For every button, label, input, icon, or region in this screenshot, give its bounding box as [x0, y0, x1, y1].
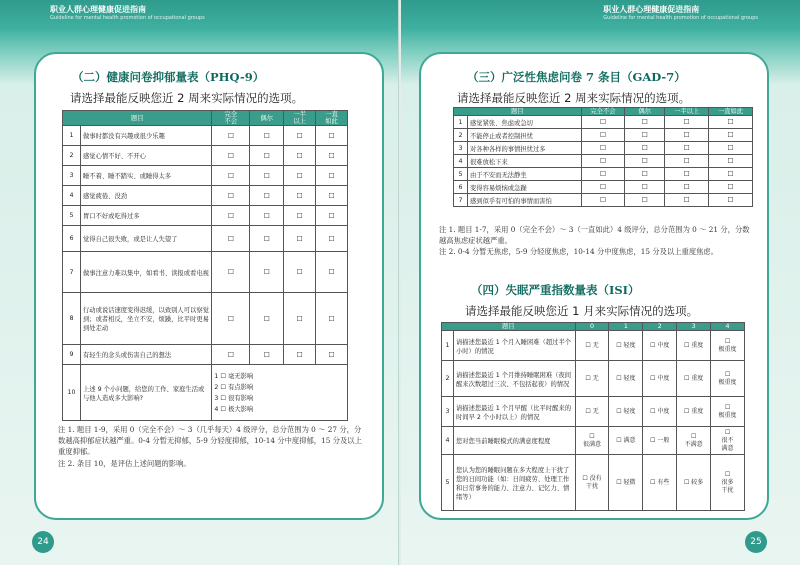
left-page	[0, 0, 399, 565]
answer-checkbox[interactable]: ☐	[212, 226, 250, 252]
gad7-title: （三）广泛性焦虑问卷 7 条目（GAD-7）	[467, 70, 686, 84]
answer-checkbox[interactable]: ☐	[284, 146, 316, 166]
answer-option[interactable]: ☐ 重度	[677, 397, 711, 427]
item-number: 8	[63, 293, 81, 345]
gad7-instruction: 请选择最能反映您近 2 周来实际情况的选项。	[457, 91, 691, 105]
header-title: 职业人群心理健康促进指南	[50, 5, 146, 14]
table-row	[442, 397, 745, 427]
answer-checkbox[interactable]: ☐	[581, 181, 625, 194]
item-number: 9	[63, 345, 81, 365]
item-text: 变得容易烦恼或急躁	[467, 181, 581, 194]
table-row	[454, 168, 753, 181]
answer-checkbox[interactable]: ☐	[250, 226, 284, 252]
table-row	[454, 155, 753, 168]
answer-checkbox[interactable]: ☐	[316, 146, 348, 166]
table-row	[454, 129, 753, 142]
answer-checkbox[interactable]: ☐	[284, 126, 316, 146]
item-number: 1	[63, 126, 81, 146]
answer-checkbox[interactable]: ☐	[212, 126, 250, 146]
answer-checkbox[interactable]: ☐	[665, 142, 709, 155]
item-number: 1	[454, 116, 468, 129]
phq9-title: （二）健康问卷抑郁量表（PHQ-9）	[72, 70, 265, 84]
answer-checkbox[interactable]: ☐	[212, 166, 250, 186]
item-number: 4	[63, 186, 81, 206]
answer-checkbox[interactable]: ☐	[581, 168, 625, 181]
answer-checkbox[interactable]: ☐	[665, 194, 709, 207]
item-text: 您对您当前睡眠模式的满意度程度	[453, 427, 575, 455]
answer-checkbox[interactable]: ☐	[665, 129, 709, 142]
table-row	[63, 126, 348, 146]
answer-checkbox[interactable]: ☐	[665, 116, 709, 129]
column-header: 一半以上	[665, 108, 709, 116]
table-row	[63, 166, 348, 186]
answer-option[interactable]: ☐ 轻度	[609, 397, 643, 427]
column-header: 一直如此	[709, 108, 753, 116]
column-header: 题目	[63, 111, 212, 126]
left-card	[34, 52, 384, 520]
column-header: 完全 不会	[212, 111, 250, 126]
table-row	[63, 252, 348, 293]
item-text: 您认为您的睡眠问题在多大程度上干扰了您的日间功能（如：日间疲劳、处理工作和日常事务的能力、注意力、记忆力、情绪等）	[453, 455, 575, 511]
answer-checkbox[interactable]: ☐	[284, 166, 316, 186]
answer-checkbox[interactable]: ☐	[581, 155, 625, 168]
answer-checkbox[interactable]: ☐	[316, 293, 348, 345]
item-text: 做事时都没有兴趣或很少乐趣	[80, 126, 211, 146]
table-row	[454, 116, 753, 129]
answer-option[interactable]: ☐ 极重度	[711, 397, 745, 427]
column-header: 1	[609, 323, 643, 331]
answer-option[interactable]: ☐ 满意	[609, 427, 643, 455]
page-number: 24	[32, 531, 54, 553]
answer-checkbox[interactable]: ☐	[316, 126, 348, 146]
answer-checkbox[interactable]: ☐	[625, 168, 665, 181]
item-number: 2	[442, 361, 454, 397]
answer-checkbox[interactable]: ☐	[665, 181, 709, 194]
item-text: 感觉心情不好、不开心	[80, 146, 211, 166]
item-text: 很难放松下来	[467, 155, 581, 168]
table-row	[63, 365, 348, 421]
item-text: 睡不着、睡不踏实、或睡得太多	[80, 166, 211, 186]
item-number: 10	[63, 365, 81, 421]
answer-option[interactable]: ☐ 没有 干扰	[575, 455, 609, 511]
answer-checkbox[interactable]: ☐	[709, 181, 753, 194]
answer-checkbox[interactable]: ☐	[250, 206, 284, 226]
item-text: 胃口不好或吃得过多	[80, 206, 211, 226]
table-row	[454, 181, 753, 194]
answer-checkbox[interactable]: ☐	[212, 186, 250, 206]
item-number: 5	[442, 455, 454, 511]
item-number: 7	[454, 194, 468, 207]
answer-checkbox[interactable]: ☐	[709, 129, 753, 142]
answer-checkbox[interactable]: ☐	[212, 252, 250, 293]
item-text: 由于不安而无法静坐	[467, 168, 581, 181]
gad-note-1: 注 1. 题目 1-7，采用 0（完全不会）～ 3（一直如此）4 级评分，总分范围为 0 ～ 21 分，分数越高焦虑症状越严重。	[439, 225, 750, 246]
item-text: 有轻生的念头或伤害自己的想法	[80, 345, 211, 365]
answer-checkbox[interactable]: ☐	[284, 206, 316, 226]
phq9-table	[62, 110, 348, 421]
answer-checkbox[interactable]: ☐	[316, 252, 348, 293]
gad7-notes	[439, 224, 755, 258]
item-text: 请描述您最近 1 个月维持睡眠困难（夜间醒来次数超过三次、不包括起夜）的情况	[453, 361, 575, 397]
column-header: 一直 如此	[316, 111, 348, 126]
gad-note-2: 注 2. 0-4 分暂无焦虑，5-9 分轻度焦虑，10-14 分中度焦虑，15 分及以上重度焦虑。	[439, 247, 719, 257]
item-text: 感到似乎有可怕的事情而害怕	[467, 194, 581, 207]
right-header	[603, 5, 758, 23]
column-header: 题目	[442, 323, 576, 331]
answer-option[interactable]: ☐ 中度	[643, 361, 677, 397]
item-text: 觉得自己很失败，或是让人失望了	[80, 226, 211, 252]
answer-checkbox[interactable]: ☐	[625, 155, 665, 168]
item-number: 6	[63, 226, 81, 252]
answer-checkbox[interactable]: ☐	[316, 226, 348, 252]
answer-checkbox[interactable]: ☐	[316, 206, 348, 226]
item-text: 对各种各样的事情担忧过多	[467, 142, 581, 155]
answer-option[interactable]: ☐ 轻度	[609, 331, 643, 361]
answer-checkbox[interactable]: ☐	[284, 293, 316, 345]
item-text: 行动或说话速度变得迟缓，以致别人可以察觉到；或者相反，坐立不安，烦躁，比平时更易到处走动	[80, 293, 211, 345]
impact-option[interactable]: 2 ☐ 有点影响	[214, 383, 254, 391]
item-number: 2	[454, 129, 468, 142]
answer-checkbox[interactable]: ☐	[709, 168, 753, 181]
answer-checkbox[interactable]: ☐	[250, 345, 284, 365]
answer-option[interactable]: ☐ 较多	[677, 455, 711, 511]
answer-checkbox[interactable]: ☐	[284, 186, 316, 206]
answer-checkbox[interactable]: ☐	[284, 226, 316, 252]
right-card	[419, 52, 769, 520]
answer-option[interactable]: ☐ 无	[575, 397, 609, 427]
column-header: 完全不会	[581, 108, 625, 116]
answer-option[interactable]: ☐ 无	[575, 331, 609, 361]
note-2: 注 2. 条目 10，是评估上述问题的影响。	[58, 458, 191, 468]
header-title: 职业人群心理健康促进指南	[603, 5, 700, 14]
item-number: 7	[63, 252, 81, 293]
item-text: 感觉紧张、焦虑或急切	[467, 116, 581, 129]
column-header: 偶尔	[250, 111, 284, 126]
right-page	[401, 0, 800, 565]
impact-option[interactable]: 1 ☐ 毫无影响	[214, 372, 254, 380]
answer-option[interactable]: ☐ 轻微	[609, 455, 643, 511]
isi-table	[441, 322, 745, 511]
answer-checkbox[interactable]: ☐	[625, 129, 665, 142]
answer-checkbox[interactable]: ☐	[581, 116, 625, 129]
answer-checkbox[interactable]: ☐	[581, 129, 625, 142]
table-row	[63, 226, 348, 252]
answer-checkbox[interactable]: ☐	[316, 166, 348, 186]
item-text: 感觉疲倦、没劲	[80, 186, 211, 206]
table-row	[442, 361, 745, 397]
answer-checkbox[interactable]: ☐	[709, 155, 753, 168]
header-subtitle: Guideline for mental health promotion of occupational groups	[603, 15, 758, 21]
isi-title: （四）失眠严重指数量表（ISI）	[471, 283, 640, 297]
answer-checkbox[interactable]: ☐	[250, 166, 284, 186]
answer-option[interactable]: ☐ 中度	[643, 331, 677, 361]
answer-option[interactable]: ☐ 轻度	[609, 361, 643, 397]
item-number: 3	[63, 166, 81, 186]
answer-option[interactable]: ☐ 极重度	[711, 331, 745, 361]
answer-checkbox[interactable]: ☐	[709, 194, 753, 207]
answer-checkbox[interactable]: ☐	[250, 126, 284, 146]
answer-checkbox[interactable]: ☐	[625, 181, 665, 194]
answer-option[interactable]: ☐ 有些	[643, 455, 677, 511]
answer-checkbox[interactable]: ☐	[212, 293, 250, 345]
answer-checkbox[interactable]: ☐	[212, 146, 250, 166]
answer-checkbox[interactable]: ☐	[284, 252, 316, 293]
answer-checkbox[interactable]: ☐	[250, 186, 284, 206]
answer-checkbox[interactable]: ☐	[665, 155, 709, 168]
item-text: 请描述您最近 1 个月早醒（比平时醒来的时间早 2 个小时以上）的情况	[453, 397, 575, 427]
table-row	[63, 293, 348, 345]
page-number: 25	[745, 531, 767, 553]
answer-option[interactable]: ☐ 很满意	[575, 427, 609, 455]
column-header: 4	[711, 323, 745, 331]
answer-checkbox[interactable]: ☐	[625, 142, 665, 155]
left-header	[50, 5, 205, 23]
item-number: 1	[442, 331, 454, 361]
column-header: 偶尔	[625, 108, 665, 116]
table-row	[442, 331, 745, 361]
answer-checkbox[interactable]: ☐	[625, 116, 665, 129]
header-subtitle: Guideline for mental health promotion of occupational groups	[50, 15, 205, 21]
answer-option[interactable]: ☐ 重度	[677, 331, 711, 361]
phq9-notes	[58, 424, 368, 469]
item-number: 5	[63, 206, 81, 226]
answer-option[interactable]: ☐ 不满意	[677, 427, 711, 455]
answer-checkbox[interactable]: ☐	[665, 168, 709, 181]
answer-option[interactable]: ☐ 一般	[643, 427, 677, 455]
answer-option[interactable]: ☐ 很多 干扰	[711, 455, 745, 511]
item-number: 2	[63, 146, 81, 166]
answer-checkbox[interactable]: ☐	[250, 252, 284, 293]
item-number: 4	[454, 155, 468, 168]
table-row	[454, 194, 753, 207]
table-row	[63, 206, 348, 226]
table-row	[63, 345, 348, 365]
answer-option[interactable]: ☐ 很不 满意	[711, 427, 745, 455]
answer-checkbox[interactable]: ☐	[212, 206, 250, 226]
answer-option[interactable]: ☐ 重度	[677, 361, 711, 397]
answer-checkbox[interactable]: ☐	[316, 186, 348, 206]
table-row	[454, 142, 753, 155]
item-number: 3	[454, 142, 468, 155]
column-header: 题目	[454, 108, 582, 116]
answer-checkbox[interactable]: ☐	[581, 142, 625, 155]
answer-checkbox[interactable]: ☐	[316, 345, 348, 365]
table-row	[63, 146, 348, 166]
gad7-table	[453, 107, 753, 207]
answer-option[interactable]: ☐ 无	[575, 361, 609, 397]
table-row	[442, 427, 745, 455]
item-text: 请描述您最近 1 个月入睡困难（超过半个小时）的情况	[453, 331, 575, 361]
answer-checkbox[interactable]: ☐	[581, 194, 625, 207]
table-row	[63, 186, 348, 206]
item-number: 3	[442, 397, 454, 427]
answer-option[interactable]: ☐ 中度	[643, 397, 677, 427]
note-1: 注 1. 题目 1-9，采用 0（完全不会）～ 3（几乎每天）4 级评分，总分范围为 0 ～ 27 分，分数越高抑郁症状越严重。0-4 分暂无抑郁，5-9 分轻度抑郁，10-14 分中度抑郁，15 分及以上重度抑郁。	[58, 425, 362, 457]
column-header: 一半 以上	[284, 111, 316, 126]
answer-checkbox[interactable]: ☐	[709, 142, 753, 155]
impact-options	[212, 365, 348, 421]
item-text: 不能停止或者控制担忧	[467, 129, 581, 142]
item-number: 5	[454, 168, 468, 181]
phq9-instruction: 请选择最能反映您近 2 周来实际情况的选项。	[70, 91, 304, 105]
isi-instruction: 请选择最能反映您近 1 月来实际情况的选项。	[465, 304, 699, 318]
answer-checkbox[interactable]: ☐	[284, 345, 316, 365]
impact-option[interactable]: 4 ☐ 极大影响	[214, 405, 254, 413]
column-header: 2	[643, 323, 677, 331]
answer-checkbox[interactable]: ☐	[212, 345, 250, 365]
answer-checkbox[interactable]: ☐	[250, 146, 284, 166]
column-header: 0	[575, 323, 609, 331]
answer-option[interactable]: ☐ 极重度	[711, 361, 745, 397]
answer-checkbox[interactable]: ☐	[250, 293, 284, 345]
item-number: 4	[442, 427, 454, 455]
table-row	[442, 455, 745, 511]
item-text: 上述 9 个小问题，给您的工作、家庭生活或与他人造成多大影响?	[80, 365, 211, 421]
item-number: 6	[454, 181, 468, 194]
column-header: 3	[677, 323, 711, 331]
answer-checkbox[interactable]: ☐	[709, 116, 753, 129]
impact-option[interactable]: 3 ☐ 很有影响	[214, 394, 254, 402]
item-text: 做事注意力难以集中，如看书、读报或看电视	[80, 252, 211, 293]
answer-checkbox[interactable]: ☐	[625, 194, 665, 207]
